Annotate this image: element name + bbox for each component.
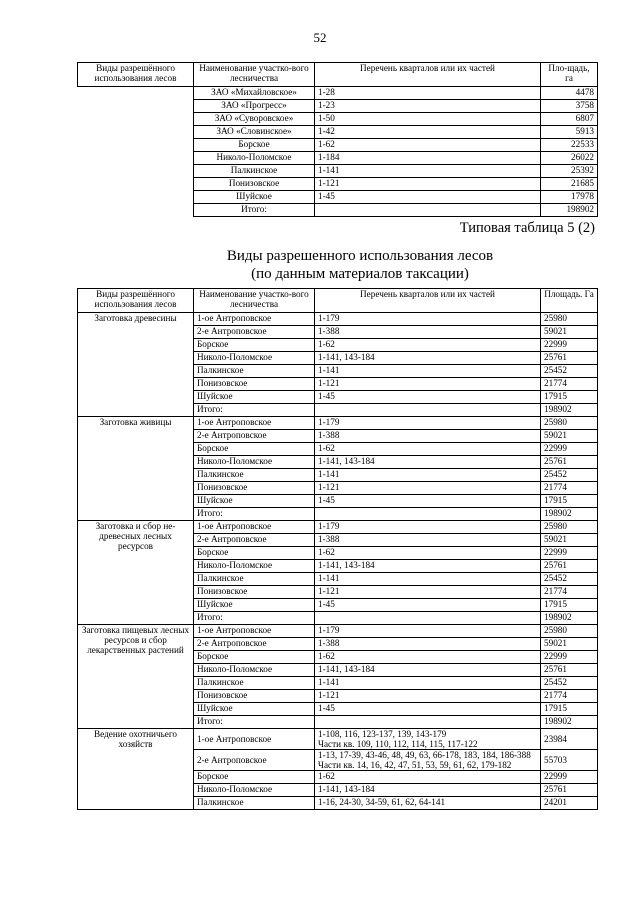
- table-row: [78, 178, 598, 191]
- use-type-label: Ведение охотничьего хозяйств: [78, 729, 194, 810]
- area-value: 25761: [541, 664, 598, 677]
- use-type-cell: [78, 87, 194, 100]
- use-type-cell: [78, 204, 194, 217]
- area-value: 3758: [541, 100, 598, 113]
- forestry-name: Итого:: [194, 612, 315, 625]
- total-row: [78, 204, 598, 217]
- area-value: 22999: [541, 443, 598, 456]
- area-value: 25761: [541, 456, 598, 469]
- quarters-list: 1-62: [315, 443, 541, 456]
- table-row: [78, 152, 598, 165]
- quarters-list: 1-50: [315, 113, 541, 126]
- area-value: 198902: [541, 612, 598, 625]
- forestry-name: Николо-Поломское: [194, 560, 315, 573]
- quarters-list: 1-45: [315, 495, 541, 508]
- area-value: 25980: [541, 313, 598, 326]
- quarters-list: 1-184: [315, 152, 541, 165]
- area-value: 25392: [541, 165, 598, 178]
- table-caption: Типовая таблица 5 (2): [459, 220, 595, 236]
- forestry-name: Шуйское: [194, 391, 315, 404]
- table-title-line2: (по данным материалов таксации): [251, 266, 469, 282]
- area-value: 22533: [541, 139, 598, 152]
- forestry-name: 2-е Антроповское: [194, 750, 315, 771]
- area-value: 5913: [541, 126, 598, 139]
- header-quarters: Перечень кварталов или их частей: [315, 289, 541, 313]
- area-value: 25761: [541, 560, 598, 573]
- use-type-cell: [78, 152, 194, 165]
- quarters-list: 1-62: [315, 339, 541, 352]
- header-forestry: Наименование участко-вого лесничества: [194, 289, 315, 313]
- quarters-list: 1-388: [315, 534, 541, 547]
- forest-use-table-main: [77, 288, 598, 810]
- area-value: 25980: [541, 625, 598, 638]
- quarters-list: [315, 204, 541, 217]
- area-value: 22999: [541, 339, 598, 352]
- forestry-name: Понизовское: [194, 178, 315, 191]
- use-type-label: Заготовка и сбор не-древесных лесных ресурсов: [78, 521, 194, 625]
- forestry-name: Николо-Поломское: [194, 664, 315, 677]
- forestry-name: Борское: [194, 771, 315, 784]
- forestry-name: Борское: [194, 139, 315, 152]
- quarters-list: 1-42: [315, 126, 541, 139]
- area-value: 21774: [541, 378, 598, 391]
- quarters-list: 1-141: [315, 365, 541, 378]
- area-value: 59021: [541, 430, 598, 443]
- area-value: 198902: [541, 716, 598, 729]
- header-area: Площадь. Га: [541, 289, 598, 313]
- forestry-name: Палкинское: [194, 469, 315, 482]
- quarters-full: 1-16, 24-30, 34-59, 61, 62, 64-141: [318, 797, 446, 807]
- area-value: 26022: [541, 152, 598, 165]
- quarters-list: [315, 771, 541, 784]
- header-quarters: Перечень кварталов или их частей: [315, 63, 541, 87]
- quarters-list: 1-141: [315, 469, 541, 482]
- quarters-full: 1-141, 143-184: [318, 784, 375, 794]
- area-value: 22999: [541, 771, 598, 784]
- forestry-name: Палкинское: [194, 677, 315, 690]
- header-use-type: Виды разрешённого использования лесов: [78, 63, 194, 87]
- area-value: 21774: [541, 482, 598, 495]
- quarters-list: 1-62: [315, 651, 541, 664]
- area-value: 17915: [541, 599, 598, 612]
- header-use-type: Виды разрешённого использования лесов: [78, 289, 194, 313]
- use-type-cell: [78, 191, 194, 204]
- area-value: 25761: [541, 784, 598, 797]
- area-value: 25980: [541, 417, 598, 430]
- forestry-name: ЗАО «Прогресс»: [194, 100, 315, 113]
- quarters-list: 1-388: [315, 638, 541, 651]
- quarters-list: 1-179: [315, 417, 541, 430]
- forestry-name: Борское: [194, 443, 315, 456]
- area-value: 25452: [541, 573, 598, 586]
- quarters-list: [315, 784, 541, 797]
- quarters-list: [315, 612, 541, 625]
- quarters-list: 1-28: [315, 87, 541, 100]
- quarters-full: 1-108, 116, 123-137, 139, 143-179: [318, 729, 447, 739]
- area-value: 25452: [541, 677, 598, 690]
- forestry-name: ЗАО «Суворовское»: [194, 113, 315, 126]
- area-value: 59021: [541, 326, 598, 339]
- table-row: [78, 417, 598, 430]
- quarters-list: [315, 797, 541, 810]
- forestry-name: Николо-Поломское: [194, 352, 315, 365]
- page-number: 52: [313, 30, 327, 45]
- quarters-list: 1-179: [315, 625, 541, 638]
- quarters-list: [315, 404, 541, 417]
- quarters-list: 1-62: [315, 547, 541, 560]
- quarters-list: 1-121: [315, 690, 541, 703]
- area-value: 23984: [541, 729, 598, 750]
- forestry-name: 2-е Антроповское: [194, 326, 315, 339]
- use-type-label: Заготовка живицы: [78, 417, 194, 521]
- quarters-list: 1-45: [315, 191, 541, 204]
- area-value: 21685: [541, 178, 598, 191]
- forestry-name: 2-е Антроповское: [194, 638, 315, 651]
- area-value: 25980: [541, 521, 598, 534]
- quarters-list: 1-62: [315, 139, 541, 152]
- forestry-name: 1-ое Антроповское: [194, 625, 315, 638]
- area-value: 59021: [541, 638, 598, 651]
- quarters-full: 1-62: [318, 771, 335, 781]
- area-value: 17915: [541, 495, 598, 508]
- forestry-name: Итого:: [194, 716, 315, 729]
- quarters-list: 1-121: [315, 586, 541, 599]
- quarters-list: 1-45: [315, 391, 541, 404]
- quarters-list: 1-388: [315, 430, 541, 443]
- quarters-list: 1-23: [315, 100, 541, 113]
- table-row: [78, 625, 598, 638]
- forestry-name: Итого:: [194, 508, 315, 521]
- use-type-label: Заготовка древесины: [78, 313, 194, 417]
- table-row: [78, 139, 598, 152]
- use-type-cell: [78, 178, 194, 191]
- header-area: Пло-щадь, га: [541, 63, 598, 87]
- quarters-list: [315, 716, 541, 729]
- quarters-list: 1-141, 143-184: [315, 664, 541, 677]
- use-type-cell: [78, 113, 194, 126]
- table-row: [78, 729, 598, 750]
- forestry-name: Борское: [194, 339, 315, 352]
- forestry-name: Понизовское: [194, 482, 315, 495]
- quarters-list: 1-141: [315, 165, 541, 178]
- table-header-row: [78, 63, 598, 87]
- area-value: 198902: [541, 404, 598, 417]
- quarters-list: [315, 508, 541, 521]
- forestry-name: 1-ое Антроповское: [194, 521, 315, 534]
- forestry-name: Николо-Поломское: [194, 456, 315, 469]
- quarters-list: 1-121: [315, 178, 541, 191]
- use-type-cell: [78, 126, 194, 139]
- forestry-name: Итого:: [194, 404, 315, 417]
- area-value: 24201: [541, 797, 598, 810]
- forestry-name: Палкинское: [194, 573, 315, 586]
- table-row: [78, 313, 598, 326]
- forestry-name: Палкинское: [194, 365, 315, 378]
- area-value: 198902: [541, 508, 598, 521]
- forestry-name: Борское: [194, 547, 315, 560]
- quarters-partial: Части кв. 14, 16, 42, 47, 51, 53, 59, 61, 62, 179-182: [318, 760, 512, 770]
- area-value: 21774: [541, 690, 598, 703]
- quarters-list: 1-121: [315, 378, 541, 391]
- forestry-name: Палкинское: [194, 165, 315, 178]
- use-type-cell: [78, 100, 194, 113]
- quarters-list: 1-141, 143-184: [315, 456, 541, 469]
- use-type-cell: [78, 139, 194, 152]
- table-row: [78, 100, 598, 113]
- forestry-name: ЗАО «Михайловское»: [194, 87, 315, 100]
- quarters-list: 1-179: [315, 313, 541, 326]
- table-title-line1: Виды разрешенного использования лесов: [226, 248, 494, 264]
- quarters-list: 1-179: [315, 521, 541, 534]
- table-row: [78, 126, 598, 139]
- area-value: 4478: [541, 87, 598, 100]
- forestry-name: Николо-Поломское: [194, 152, 315, 165]
- area-value: 21774: [541, 586, 598, 599]
- quarters-list: 1-141, 143-184: [315, 560, 541, 573]
- forestry-name: Понизовское: [194, 586, 315, 599]
- area-value: 55703: [541, 750, 598, 771]
- forestry-name: 2-е Антроповское: [194, 534, 315, 547]
- quarters-list: 1-141: [315, 573, 541, 586]
- header-forestry: Наименование участко-вого лесничества: [194, 63, 315, 87]
- forestry-name: Шуйское: [194, 191, 315, 204]
- forestry-name: 1-ое Антроповское: [194, 313, 315, 326]
- quarters-list: [315, 729, 541, 750]
- quarters-list: 1-121: [315, 482, 541, 495]
- area-value: 6807: [541, 113, 598, 126]
- quarters-partial: Части кв. 109, 110, 112, 114, 115, 117-122: [318, 739, 478, 749]
- forestry-name: Понизовское: [194, 690, 315, 703]
- table-title: [80, 247, 640, 283]
- area-value: 22999: [541, 651, 598, 664]
- table-row: [78, 113, 598, 126]
- forestry-name: Шуйское: [194, 703, 315, 716]
- table-row: [78, 165, 598, 178]
- area-value: 59021: [541, 534, 598, 547]
- use-type-label: Заготовка пищевых лесных ресурсов и сбор лекарственных растений: [78, 625, 194, 729]
- forest-use-table-top: [77, 62, 598, 217]
- forestry-name: 2-е Антроповское: [194, 430, 315, 443]
- forestry-name: ЗАО «Словинское»: [194, 126, 315, 139]
- table-row: [78, 521, 598, 534]
- forestry-name: Борское: [194, 651, 315, 664]
- table-row: [78, 191, 598, 204]
- forestry-name: Николо-Поломское: [194, 784, 315, 797]
- forestry-name: Палкинское: [194, 797, 315, 810]
- quarters-list: 1-141, 143-184: [315, 352, 541, 365]
- area-value: 22999: [541, 547, 598, 560]
- area-value: 198902: [541, 204, 598, 217]
- use-type-cell: [78, 165, 194, 178]
- area-value: 17978: [541, 191, 598, 204]
- table-row: [78, 87, 598, 100]
- forestry-name: Итого:: [194, 204, 315, 217]
- area-value: 25452: [541, 469, 598, 482]
- area-value: 25761: [541, 352, 598, 365]
- quarters-list: [315, 750, 541, 771]
- quarters-list: 1-45: [315, 703, 541, 716]
- quarters-list: 1-45: [315, 599, 541, 612]
- area-value: 25452: [541, 365, 598, 378]
- forestry-name: Понизовское: [194, 378, 315, 391]
- area-value: 17915: [541, 703, 598, 716]
- table-header-row: [78, 289, 598, 313]
- area-value: 17915: [541, 391, 598, 404]
- forestry-name: 1-ое Антроповское: [194, 417, 315, 430]
- quarters-list: 1-141: [315, 677, 541, 690]
- quarters-list: 1-388: [315, 326, 541, 339]
- quarters-full: 1-13, 17-39, 43-46, 48, 49, 63, 66-178, 183, 184, 186-388: [318, 750, 531, 760]
- forestry-name: Шуйское: [194, 599, 315, 612]
- forestry-name: 1-ое Антроповское: [194, 729, 315, 750]
- forestry-name: Шуйское: [194, 495, 315, 508]
